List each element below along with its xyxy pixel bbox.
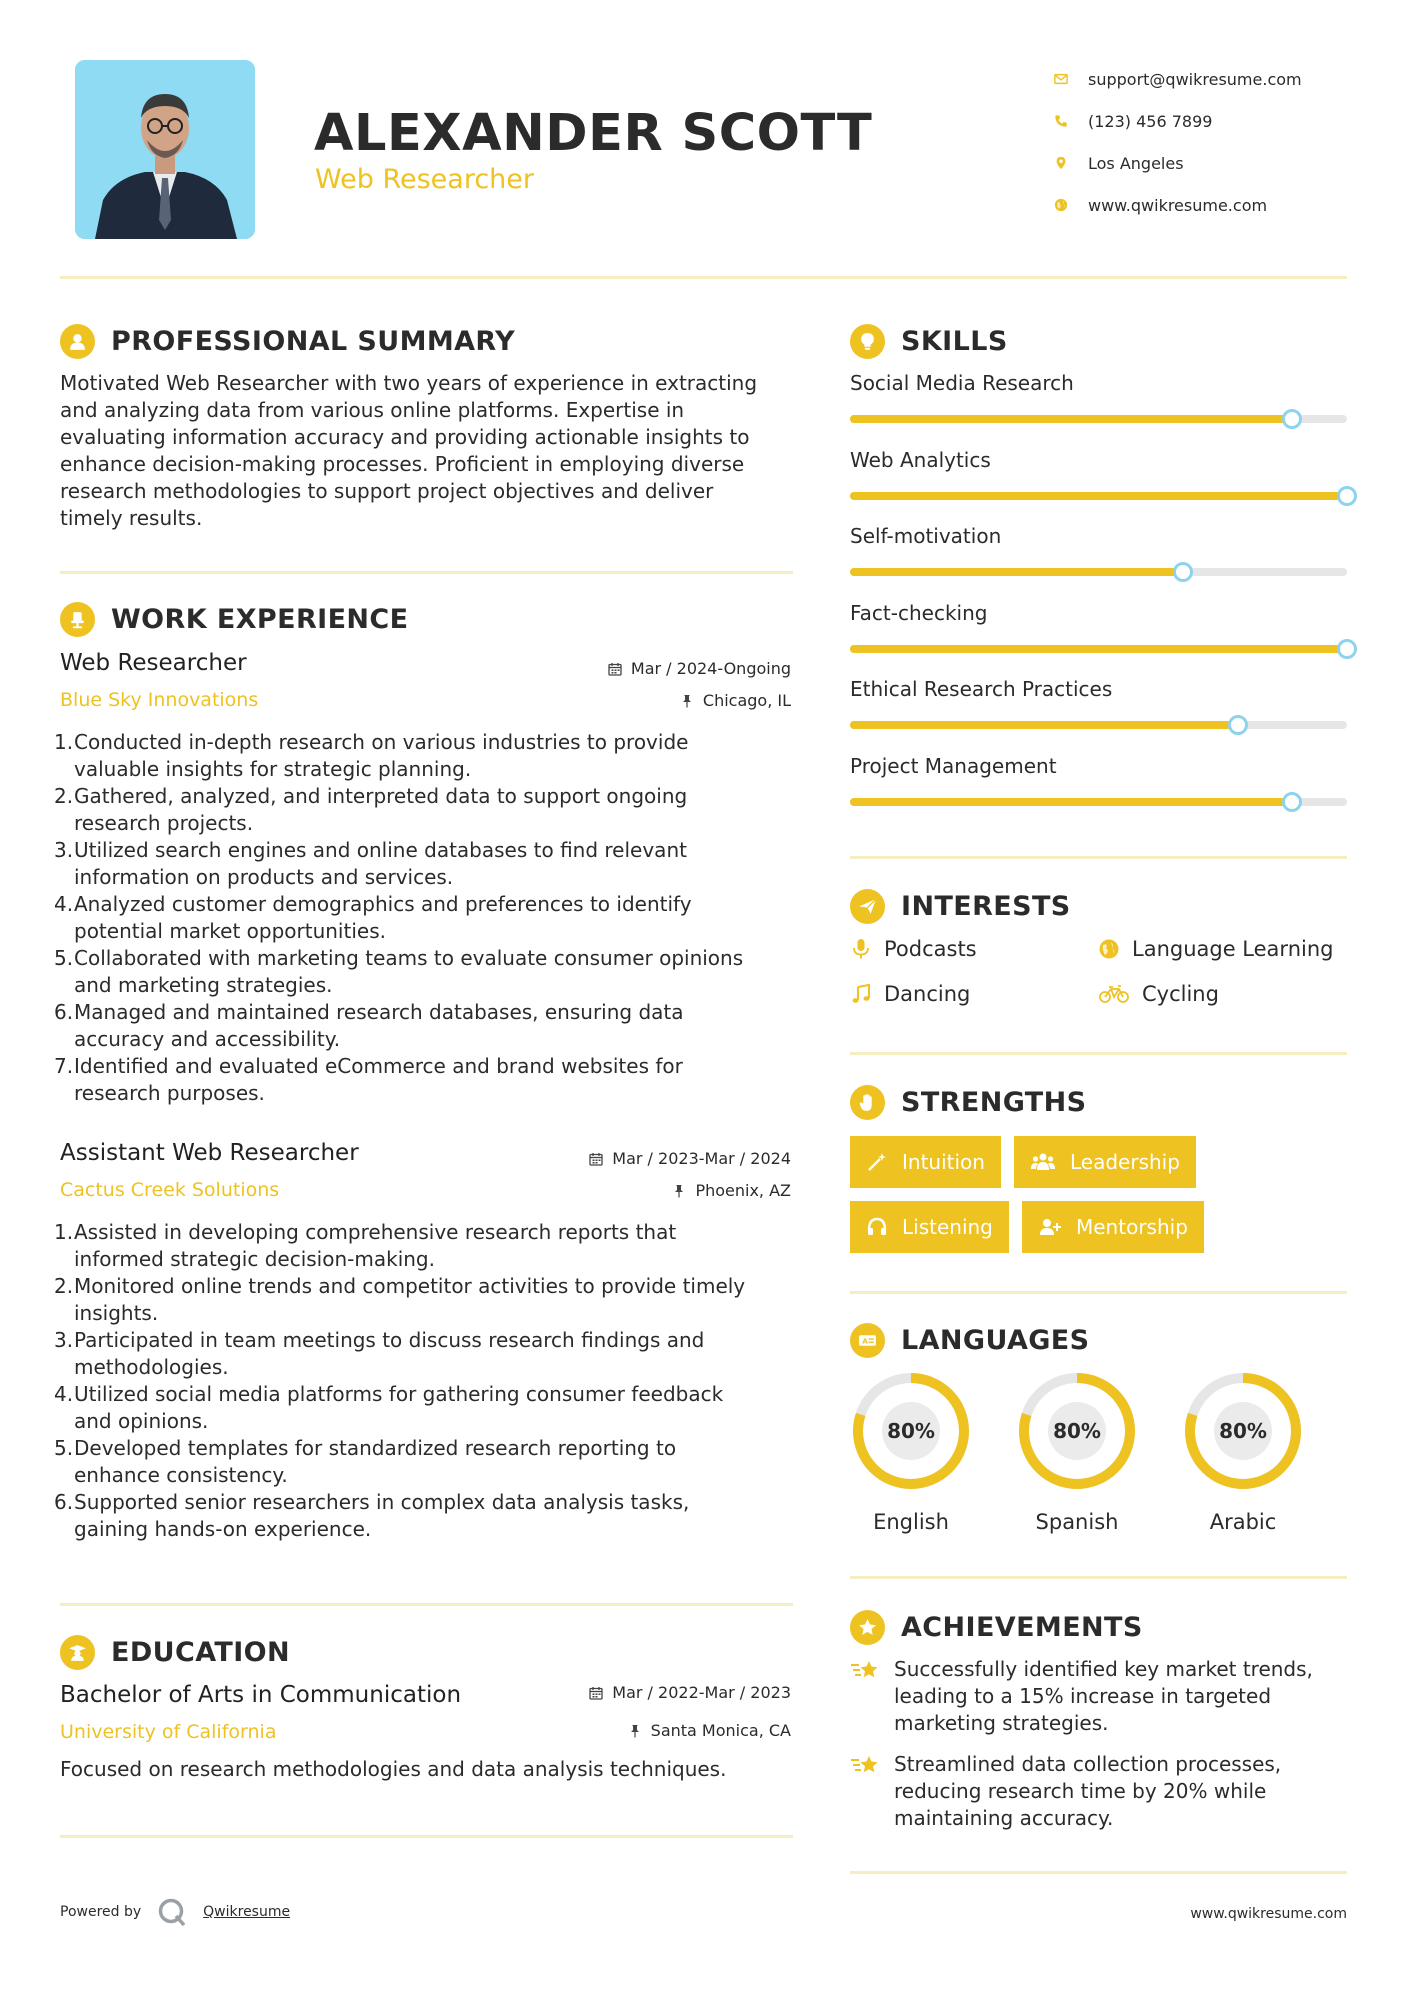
map-pin-icon bbox=[1050, 156, 1088, 170]
education-date-text: Mar / 2022-Mar / 2023 bbox=[612, 1683, 791, 1702]
skills-divider bbox=[850, 856, 1347, 859]
bullet-line: insights. bbox=[74, 1301, 159, 1325]
achievement-item bbox=[850, 1751, 1334, 1832]
degree-title: Bachelor of Arts in Communication bbox=[60, 1682, 462, 1708]
user-icon bbox=[60, 324, 95, 359]
footer-website[interactable]: www.qwikresume.com bbox=[1190, 1906, 1347, 1922]
bullet-number: 4. bbox=[54, 1382, 74, 1406]
skill-level-knob bbox=[1337, 639, 1357, 659]
shooting-star-icon bbox=[850, 1751, 882, 1781]
strength-label: Listening bbox=[902, 1215, 993, 1239]
summary-line: timely results. bbox=[60, 506, 203, 530]
skill-bar bbox=[850, 568, 1347, 576]
job-date-text: Mar / 2023-Mar / 2024 bbox=[612, 1149, 791, 1168]
contact-location bbox=[1050, 142, 1302, 184]
microphone-icon bbox=[850, 938, 872, 960]
bullet-line: potential market opportunities. bbox=[74, 919, 386, 943]
language-item bbox=[1182, 1370, 1304, 1534]
skill-name: Project Management bbox=[850, 753, 1057, 778]
bullet-line: Supported senior researchers in complex data analysis tasks, bbox=[74, 1490, 690, 1514]
skill-level-knob bbox=[1337, 486, 1357, 506]
interest-label: Podcasts bbox=[884, 937, 977, 961]
bullet-number: 3. bbox=[54, 838, 74, 862]
contact-list bbox=[1050, 58, 1302, 226]
hand-icon bbox=[850, 1085, 885, 1120]
pushpin-icon bbox=[680, 694, 694, 708]
job-company: Blue Sky Innovations bbox=[60, 689, 259, 711]
achievement-line: Successfully identified key market trends, bbox=[894, 1657, 1313, 1681]
language-percent: 80% bbox=[1053, 1419, 1101, 1443]
skill-bar bbox=[850, 721, 1347, 729]
bullet-line: Assisted in developing comprehensive research reports that bbox=[74, 1220, 677, 1244]
strength-label: Mentorship bbox=[1076, 1215, 1188, 1239]
job-location-text: Chicago, IL bbox=[702, 691, 791, 710]
envelope-icon bbox=[1050, 72, 1088, 86]
job-date-text: Mar / 2024-Ongoing bbox=[630, 659, 791, 678]
bicycle-icon bbox=[1098, 983, 1130, 1005]
education-title: EDUCATION bbox=[111, 1637, 291, 1668]
contact-website-text: www.qwikresume.com bbox=[1088, 195, 1268, 215]
user-plus-icon bbox=[1038, 1216, 1062, 1238]
summary-line: research methodologies to support project objectives and deliver bbox=[60, 479, 714, 503]
bullet-line: Gathered, analyzed, and interpreted data to support ongoing bbox=[74, 784, 688, 808]
skill-bar bbox=[850, 415, 1347, 423]
summary-line: enhance decision-making processes. Proficient in employing diverse bbox=[60, 452, 745, 476]
bullet-line: Monitored online trends and competitor activities to provide timely bbox=[74, 1274, 746, 1298]
calendar-icon bbox=[608, 662, 622, 676]
interest-item bbox=[850, 937, 977, 961]
shooting-star-icon bbox=[850, 1656, 882, 1686]
skill-name: Fact-checking bbox=[850, 600, 988, 625]
calendar-icon bbox=[589, 1152, 603, 1166]
skill-name: Social Media Research bbox=[850, 371, 1074, 395]
header-divider bbox=[60, 276, 1347, 279]
skill-bar bbox=[850, 798, 1347, 806]
calendar-icon bbox=[589, 1686, 603, 1700]
skill-level-knob bbox=[1282, 792, 1302, 812]
skill-bar-fill bbox=[850, 568, 1183, 576]
summary-text bbox=[60, 370, 800, 532]
strength-chip bbox=[850, 1201, 1009, 1253]
bullet-line: and marketing strategies. bbox=[74, 973, 333, 997]
achievements-title: ACHIEVEMENTS bbox=[901, 1612, 1143, 1643]
job-title: Web Researcher bbox=[60, 650, 247, 676]
skills-heading bbox=[850, 324, 1008, 359]
skill-bar-fill bbox=[850, 721, 1238, 729]
powered-by-label: Powered by bbox=[60, 1904, 142, 1920]
experience-heading bbox=[60, 602, 408, 637]
list-item bbox=[56, 1327, 796, 1381]
summary-heading bbox=[60, 324, 515, 359]
qwikresume-logo-icon bbox=[157, 1897, 187, 1927]
strengths-divider bbox=[850, 1291, 1347, 1294]
language-ring bbox=[1182, 1370, 1304, 1492]
summary-divider bbox=[60, 571, 793, 574]
achievement-line: maintaining accuracy. bbox=[894, 1806, 1114, 1830]
strengths-title: STRENGTHS bbox=[901, 1087, 1087, 1118]
bullet-line: Utilized search engines and online databases to find relevant bbox=[74, 838, 687, 862]
bullet-number: 4. bbox=[54, 892, 74, 916]
lightbulb-icon bbox=[850, 324, 885, 359]
list-item bbox=[56, 945, 796, 999]
pushpin-icon bbox=[628, 1724, 642, 1738]
bullet-line: Utilized social media platforms for gathering consumer feedback bbox=[74, 1382, 724, 1406]
skill-bar-fill bbox=[850, 798, 1292, 806]
language-item bbox=[850, 1370, 972, 1534]
job-date bbox=[589, 1149, 791, 1168]
language-name: Spanish bbox=[1035, 1510, 1119, 1534]
languages-title: LANGUAGES bbox=[901, 1325, 1090, 1356]
bullet-line: Participated in team meetings to discuss research findings and bbox=[74, 1328, 705, 1352]
interest-label: Language Learning bbox=[1132, 937, 1334, 961]
summary-line: Motivated Web Researcher with two years of experience in extracting bbox=[60, 371, 758, 395]
contact-phone[interactable] bbox=[1050, 100, 1302, 142]
bullet-line: and opinions. bbox=[74, 1409, 209, 1433]
interests-heading bbox=[850, 889, 1071, 924]
achievement-line: reducing research time by 20% while bbox=[894, 1779, 1267, 1803]
graduate-icon bbox=[60, 1635, 95, 1670]
language-name: Arabic bbox=[1209, 1510, 1277, 1534]
globe-icon bbox=[1050, 198, 1088, 212]
bullet-number: 6. bbox=[54, 1000, 74, 1024]
bullet-line: research purposes. bbox=[74, 1081, 265, 1105]
language-percent: 80% bbox=[1219, 1419, 1267, 1443]
achievement-text bbox=[894, 1656, 1334, 1737]
job-date bbox=[608, 659, 791, 678]
qwikresume-link[interactable]: Qwikresume bbox=[203, 1904, 291, 1920]
pushpin-icon bbox=[672, 1184, 686, 1198]
bullet-line: information on products and services. bbox=[74, 865, 454, 889]
bullet-line: accuracy and accessibility. bbox=[74, 1027, 341, 1051]
list-item bbox=[56, 1053, 796, 1107]
chair-icon bbox=[60, 602, 95, 637]
bullet-line: valuable insights for strategic planning. bbox=[74, 757, 472, 781]
list-item bbox=[56, 1489, 796, 1543]
magic-wand-icon bbox=[866, 1151, 888, 1173]
candidate-role: Web Researcher bbox=[315, 164, 535, 195]
summary-line: and analyzing data from various online platforms. Expertise in bbox=[60, 398, 685, 422]
interests-divider bbox=[850, 1052, 1347, 1055]
job-bullets bbox=[56, 729, 796, 1107]
job-location-text: Phoenix, AZ bbox=[695, 1181, 791, 1200]
bullet-number: 5. bbox=[54, 946, 74, 970]
bullet-line: informed strategic decision-making. bbox=[74, 1247, 435, 1271]
skill-name: Self-motivation bbox=[850, 524, 1002, 548]
bullet-line: Collaborated with marketing teams to evaluate consumer opinions bbox=[74, 946, 744, 970]
bullet-number: 2. bbox=[54, 1274, 74, 1298]
list-item bbox=[56, 783, 796, 837]
skills-title: SKILLS bbox=[901, 326, 1008, 357]
bullet-number: 7. bbox=[54, 1054, 74, 1078]
job-bullets bbox=[56, 1219, 796, 1543]
skill-bar bbox=[850, 645, 1347, 653]
achievements-heading bbox=[850, 1610, 1143, 1645]
strength-chip bbox=[1022, 1201, 1204, 1253]
skill-level-knob bbox=[1173, 562, 1193, 582]
language-ring bbox=[850, 1370, 972, 1492]
globe-icon bbox=[1098, 938, 1120, 960]
language-percent: 80% bbox=[887, 1419, 935, 1443]
list-item bbox=[56, 729, 796, 783]
bullet-line: Developed templates for standardized research reporting to bbox=[74, 1436, 677, 1460]
bullet-line: Conducted in-depth research on various industries to provide bbox=[74, 730, 689, 754]
experience-divider bbox=[60, 1603, 793, 1606]
bullet-number: 5. bbox=[54, 1436, 74, 1460]
job-company: Cactus Creek Solutions bbox=[60, 1179, 280, 1201]
strengths-heading bbox=[850, 1085, 1086, 1120]
achievement-line: leading to a 15% increase in targeted bbox=[894, 1684, 1272, 1708]
skill-name: Ethical Research Practices bbox=[850, 677, 1113, 701]
education-location bbox=[628, 1721, 791, 1740]
headphones-icon bbox=[866, 1216, 888, 1238]
job-location bbox=[680, 691, 791, 710]
skill-bar bbox=[850, 492, 1347, 500]
education-date bbox=[589, 1683, 791, 1702]
summary-line: evaluating information accuracy and providing actionable insights to bbox=[60, 425, 750, 449]
education-description: Focused on research methodologies and data analysis techniques. bbox=[60, 1757, 727, 1781]
bullet-line: Analyzed customer demographics and preferences to identify bbox=[74, 892, 692, 916]
bullet-number: 6. bbox=[54, 1490, 74, 1514]
achievement-text bbox=[894, 1751, 1334, 1832]
skill-level-knob bbox=[1228, 715, 1248, 735]
interests-title: INTERESTS bbox=[901, 891, 1071, 922]
skill-level-knob bbox=[1282, 409, 1302, 429]
interest-label: Cycling bbox=[1142, 982, 1219, 1006]
strength-chip bbox=[850, 1136, 1001, 1188]
contact-phone-text: (123) 456 7899 bbox=[1088, 111, 1213, 131]
achievements-divider bbox=[850, 1871, 1347, 1874]
job-title: Assistant Web Researcher bbox=[60, 1140, 359, 1166]
list-item bbox=[56, 837, 796, 891]
language-item bbox=[1016, 1370, 1138, 1534]
bullet-line: enhance consistency. bbox=[74, 1463, 288, 1487]
summary-title: PROFESSIONAL SUMMARY bbox=[111, 326, 516, 357]
strength-label: Intuition bbox=[902, 1150, 985, 1174]
skill-bar-fill bbox=[850, 645, 1347, 653]
profile-photo bbox=[75, 60, 255, 239]
job-location bbox=[672, 1181, 791, 1200]
education-location-text: Santa Monica, CA bbox=[650, 1721, 791, 1740]
candidate-name: ALEXANDER SCOTT bbox=[314, 104, 873, 163]
list-item bbox=[56, 891, 796, 945]
strength-chip bbox=[1014, 1136, 1196, 1188]
experience-title: WORK EXPERIENCE bbox=[111, 604, 409, 635]
interest-item bbox=[1098, 937, 1333, 961]
interest-label: Dancing bbox=[884, 982, 971, 1006]
language-name: English bbox=[873, 1510, 949, 1534]
bullet-number: 3. bbox=[54, 1328, 74, 1352]
list-item bbox=[56, 1219, 796, 1273]
skill-bar-fill bbox=[850, 415, 1292, 423]
users-icon bbox=[1030, 1151, 1056, 1173]
list-item bbox=[56, 1435, 796, 1489]
language-ring bbox=[1016, 1370, 1138, 1492]
bullet-line: methodologies. bbox=[74, 1355, 229, 1379]
star-badge-icon bbox=[850, 1610, 885, 1645]
music-icon bbox=[850, 983, 872, 1005]
contact-email-text: support@qwikresume.com bbox=[1088, 69, 1302, 89]
contact-email[interactable] bbox=[1050, 58, 1302, 100]
paper-plane-icon bbox=[850, 889, 885, 924]
footer-powered-by bbox=[60, 1897, 290, 1927]
bullet-number: 2. bbox=[54, 784, 74, 808]
bullet-line: Identified and evaluated eCommerce and brand websites for bbox=[74, 1054, 683, 1078]
bullet-line: research projects. bbox=[74, 811, 254, 835]
achievement-line: Streamlined data collection processes, bbox=[894, 1752, 1282, 1776]
achievement-line: marketing strategies. bbox=[894, 1711, 1109, 1735]
list-item bbox=[56, 1381, 796, 1435]
interest-item bbox=[1098, 982, 1219, 1006]
language-card-icon bbox=[850, 1323, 885, 1358]
skill-bar-fill bbox=[850, 492, 1347, 500]
skill-name: Web Analytics bbox=[850, 447, 991, 472]
svg-text:A: A bbox=[862, 1336, 868, 1346]
phone-icon bbox=[1050, 114, 1088, 128]
contact-location-text: Los Angeles bbox=[1088, 153, 1184, 173]
education-heading bbox=[60, 1635, 290, 1670]
interest-item bbox=[850, 982, 970, 1006]
education-divider bbox=[60, 1835, 793, 1838]
languages-divider bbox=[850, 1576, 1347, 1579]
bullet-number: 1. bbox=[54, 730, 74, 754]
school-name: University of California bbox=[60, 1721, 277, 1743]
contact-website[interactable] bbox=[1050, 184, 1302, 226]
bullet-line: Managed and maintained research databases, ensuring data bbox=[74, 1000, 684, 1024]
strength-label: Leadership bbox=[1070, 1150, 1180, 1174]
list-item bbox=[56, 1273, 796, 1327]
bullet-number: 1. bbox=[54, 1220, 74, 1244]
list-item bbox=[56, 999, 796, 1053]
languages-heading bbox=[850, 1323, 1090, 1358]
bullet-line: gaining hands-on experience. bbox=[74, 1517, 372, 1541]
achievement-item bbox=[850, 1656, 1334, 1737]
